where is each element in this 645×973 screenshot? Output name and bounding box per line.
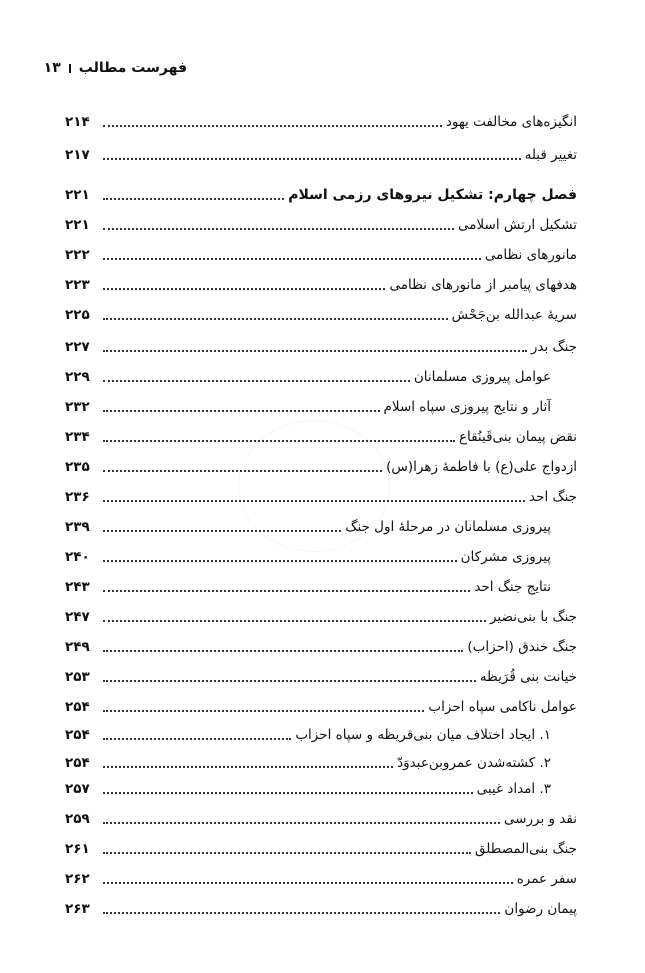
toc-entry-page: ۲۲۵ — [65, 307, 90, 323]
toc-entry — [65, 450, 577, 476]
dot-leader — [103, 440, 455, 442]
toc-entry — [65, 600, 577, 626]
toc-entry — [65, 390, 551, 416]
toc-entry — [65, 746, 551, 772]
toc-entry — [65, 772, 551, 798]
toc-entry — [65, 892, 577, 918]
dot-leader — [103, 822, 500, 824]
dot-leader — [103, 350, 527, 352]
dot-leader — [103, 792, 473, 794]
toc-entry-title: ازدواج علی(ع) با فاطمهٔ زهرا(س) — [386, 459, 577, 475]
toc-entry-title: نقد و بررسی — [503, 811, 577, 827]
dot-leader — [103, 710, 424, 712]
toc-entry-title: پیمان رضوان — [504, 901, 577, 917]
toc-entry-title: پیروزی مسلمانان در مرحلهٔ اول جنگ — [345, 519, 551, 535]
toc-entry-page: ۲۵۷ — [65, 781, 90, 797]
toc-entry-title: هدفهای پیامبر از مانورهای نظامی — [389, 277, 577, 293]
header-title: فهرست مطالب — [78, 60, 187, 76]
toc-entry-page: ۲۴۰ — [65, 549, 90, 565]
toc-entry-title: جنگ خندق (احزاب) — [467, 639, 577, 655]
toc-entry-page: ۲۴۳ — [65, 579, 90, 595]
toc-entry-page: ۲۳۶ — [65, 489, 90, 505]
dot-leader — [103, 198, 284, 200]
toc-entry-page: ۲۵۴ — [65, 699, 90, 715]
dot-leader — [103, 530, 341, 532]
toc-entry — [65, 420, 577, 446]
dot-leader — [103, 620, 486, 622]
toc-entry — [65, 208, 577, 234]
toc-entry-page: ۲۳۵ — [65, 459, 90, 475]
toc-entry-title: عوامل ناکامی سپاه احزاب — [428, 699, 577, 715]
dot-leader — [103, 852, 471, 854]
toc-entry — [65, 832, 577, 858]
dot-leader — [103, 650, 463, 652]
toc-entry-page: ۲۵۴ — [65, 727, 90, 743]
dot-leader — [103, 590, 470, 592]
toc-entry-page: ۲۲۳ — [65, 277, 90, 293]
dot-leader — [103, 125, 442, 127]
dot-leader — [103, 738, 291, 740]
toc-entry — [65, 480, 577, 506]
toc-entry-page: ۲۳۹ — [65, 519, 90, 535]
toc-entry — [65, 330, 577, 356]
toc-entry-title: جنگ بدر — [530, 339, 577, 355]
toc-entry — [65, 802, 577, 828]
toc-entry-title: ۲. کشته‌شدن عمروبن‌عبدوَدّ — [397, 755, 551, 771]
toc-entry-title: فصل چهارم: تشکیل نیروهای رزمی اسلام — [288, 187, 577, 203]
dot-leader — [103, 380, 410, 382]
toc-entry — [65, 360, 551, 386]
toc-entry — [65, 105, 577, 131]
toc-entry-page: ۲۲۷ — [65, 339, 90, 355]
toc-entry-title: ۱. ایجاد اختلاف میان بنی‌قریظه و سپاه احزاب — [295, 727, 551, 743]
toc-entry — [65, 862, 577, 888]
toc-entry-title: جنگ احد — [529, 489, 577, 505]
toc-entry — [65, 238, 577, 264]
toc-entry — [65, 510, 551, 536]
dot-leader — [103, 318, 448, 320]
toc-entry-page: ۲۶۲ — [65, 871, 90, 887]
toc-entry — [65, 570, 551, 596]
toc-entry-page: ۲۶۳ — [65, 901, 90, 917]
dot-leader — [103, 158, 521, 160]
toc-entry-page: ۲۱۴ — [65, 114, 90, 130]
toc-entry — [65, 268, 577, 294]
toc-entry-page: ۲۳۴ — [65, 429, 90, 445]
toc-entry — [65, 298, 577, 324]
dot-leader — [103, 680, 476, 682]
toc-entry-page: ۲۲۲ — [65, 247, 90, 263]
toc-entry-page: ۲۱۷ — [65, 147, 90, 163]
toc-entry-page: ۲۴۷ — [65, 609, 90, 625]
toc-entry-page: ۲۲۱ — [65, 217, 90, 233]
toc-entry-page: ۲۶۱ — [65, 841, 90, 857]
dot-leader — [103, 882, 513, 884]
chapter-heading — [65, 178, 577, 204]
toc-entry — [65, 540, 551, 566]
dot-leader — [103, 258, 481, 260]
dot-leader — [103, 228, 454, 230]
toc-entry-title: جنگ با بنی‌نضیر — [489, 609, 577, 625]
toc-entry-title: عوامل پیروزی مسلمانان — [413, 369, 551, 385]
toc-entry-title: پیروزی مشرکان — [460, 549, 551, 565]
toc-entry-page: ۲۴۹ — [65, 639, 90, 655]
toc-entry-title: جنگ بنی‌المصطلق — [474, 841, 577, 857]
dot-leader — [103, 766, 393, 768]
toc-entry-title: سریهٔ عبدالله بن‌جَحْش — [451, 307, 577, 323]
header-page-number: ۱۳ — [43, 60, 61, 76]
toc-entry-page: ۲۲۱ — [65, 187, 90, 203]
toc-entry-title: مانورهای نظامی — [484, 247, 577, 263]
toc-entry-title: نقض پیمان بنی‌قَینُقاع — [458, 429, 577, 445]
toc-entry-title: نتایج جنگ احد — [474, 579, 551, 595]
toc-entry-page: ۲۵۴ — [65, 755, 90, 771]
dot-leader — [103, 288, 385, 290]
toc-entry-title: سفر عمره — [516, 871, 577, 887]
toc-entry-page: ۲۳۲ — [65, 399, 90, 415]
toc-entry-title: آثار و نتایج پیروزی سپاه اسلام — [383, 399, 551, 415]
toc-entry — [65, 660, 577, 686]
dot-leader — [103, 560, 457, 562]
toc-entry — [65, 718, 551, 744]
toc-entry-title: تغییر قبله — [524, 147, 577, 163]
toc-entry — [65, 630, 577, 656]
toc-entry — [65, 138, 577, 164]
dot-leader — [103, 410, 380, 412]
dot-leader — [103, 470, 382, 472]
dot-leader — [103, 912, 500, 914]
toc-entry-page: ۲۵۳ — [65, 669, 90, 685]
toc-entry-page: ۲۵۹ — [65, 811, 90, 827]
toc-entry — [65, 690, 577, 716]
toc-entry-title: تشکیل ارتش اسلامی — [458, 217, 577, 233]
toc-entry-page: ۲۲۹ — [65, 369, 90, 385]
toc-entry-title: خیانت بنی قُرَیظه — [479, 669, 577, 685]
toc-entry-title: ۳. امداد غیبی — [476, 781, 551, 797]
dot-leader — [103, 500, 525, 502]
toc-entry-title: انگیزه‌های مخالفت یهود — [445, 114, 577, 130]
